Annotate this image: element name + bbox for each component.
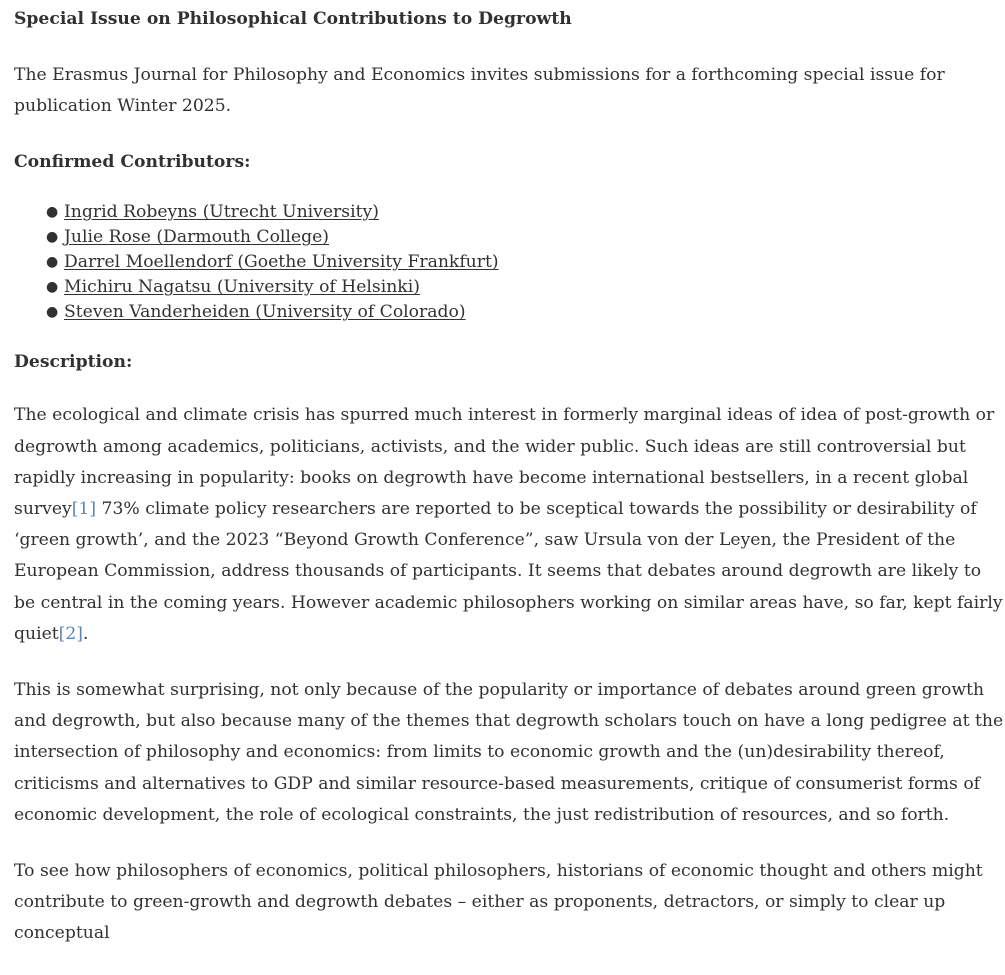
- contributors-list: [14, 200, 1005, 325]
- list-item: [46, 300, 1005, 325]
- page-title: Special Issue on Philosophical Contributions to Degrowth: [14, 9, 572, 29]
- description-paragraph-1: [14, 400, 1005, 650]
- paragraph-text: .: [83, 623, 89, 644]
- article: [14, 4, 1005, 975]
- description-paragraph-3: To see how philosophers of economics, political philosophers, historians of economic thought and others might contribute to green-growth and degrowth debates – either as proponents, detractors, or simply to clear up conceptual: [14, 861, 983, 944]
- paragraph-text: 73% climate policy researchers are reported to be sceptical towards the possibility or desirability of ‘green growth’, and the 2023 “Beyond Growth Conference”, saw Ursula von der Leyen, the President of the European Commission, address thousands of participants. It seems that debates around degrowth are likely to be central in the coming years. However academic philosophers working on similar areas have, so far, kept fairly quiet: [14, 499, 1003, 644]
- list-item: [46, 250, 1005, 275]
- contributor-link-nagatsu[interactable]: Michiru Nagatsu (University of Helsinki): [64, 277, 420, 298]
- intro-paragraph: The Erasmus Journal for Philosophy and Economics invites submissions for a forthcoming special issue for publication Winter 2025.: [14, 65, 945, 117]
- description-paragraph-2: This is somewhat surprising, not only because of the popularity or importance of debates around green growth and degrowth, but also because many of the themes that degrowth scholars touch on have a long pedigree at the intersection of philosophy and economics: from limits to economic growth and the (un)desirability thereof, criticisms and alternatives to GDP and similar resource-based measurements, critique of consumerist forms of economic development, the role of ecological constraints, the just redistribution of resources, and so forth.: [14, 680, 1004, 825]
- footnote-link-1[interactable]: [1]: [71, 499, 97, 520]
- bullet-icon: ●: [46, 254, 59, 271]
- contributor-link-robeyns[interactable]: Ingrid Robeyns (Utrecht University): [64, 202, 379, 223]
- contributor-link-moellendorf[interactable]: Darrel Moellendorf (Goethe University Frankfurt): [64, 252, 499, 273]
- paragraph-text: The ecological and climate crisis has spurred much interest in formerly marginal ideas of idea of post-growth or degrowth among academics, politicians, activists, and the wider public. Such ideas are still controversial but rapidly increasing in popularity: books on degrowth have become international bestsellers, in a recent global survey: [14, 405, 995, 520]
- bullet-icon: ●: [46, 229, 59, 246]
- description-heading: Description:: [14, 352, 133, 373]
- list-item: [46, 200, 1005, 225]
- contributors-heading: Confirmed Contributors:: [14, 152, 251, 173]
- contributor-link-rose[interactable]: Julie Rose (Darmouth College): [64, 227, 329, 248]
- footnote-link-2[interactable]: [2]: [58, 623, 84, 644]
- bullet-icon: ●: [46, 279, 59, 296]
- list-item: [46, 275, 1005, 300]
- contributor-link-vanderheiden[interactable]: Steven Vanderheiden (University of Colorado): [64, 302, 466, 323]
- bullet-icon: ●: [46, 304, 59, 321]
- bullet-icon: ●: [46, 204, 59, 221]
- list-item: [46, 225, 1005, 250]
